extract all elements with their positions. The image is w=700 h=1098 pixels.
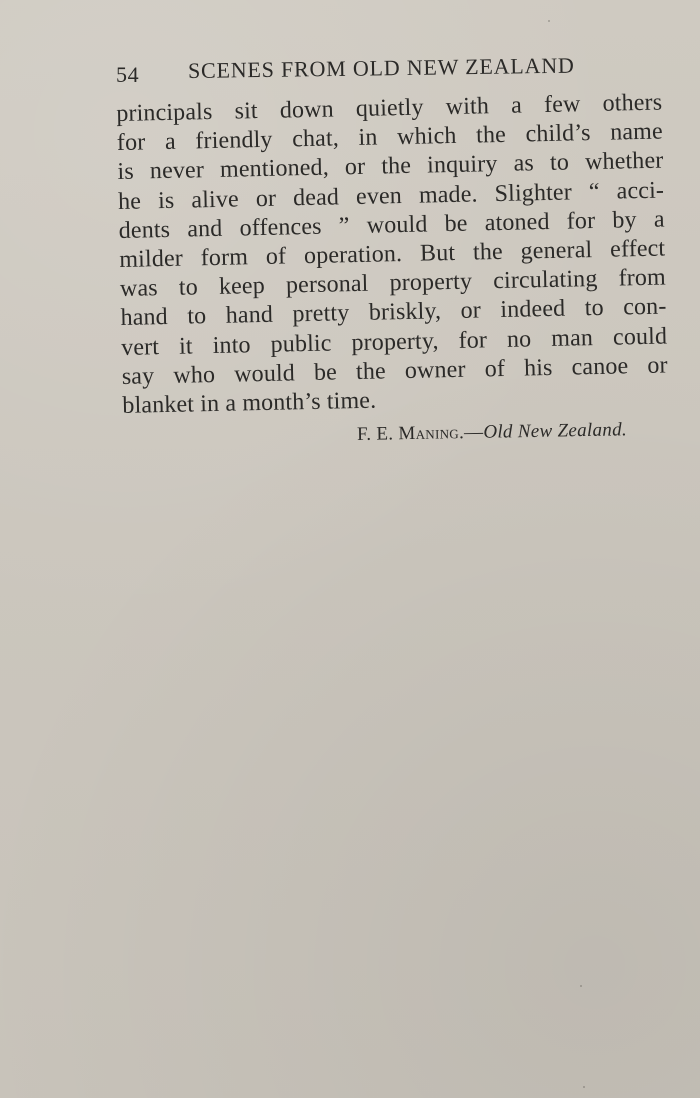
running-title: SCENES FROM OLD NEW ZEALAND [187,52,575,83]
text-line: milder form of operation. But the general effect [119,235,666,273]
text-line: hand to hand pretty briskly, or indeed to con- [120,293,667,332]
attribution-author: F. E. Maning. [356,422,465,445]
body-text [116,88,683,421]
text-line: principals sit down quietly with a few others [116,89,663,127]
text-line: for a friendly chat, in which the child’s name [116,118,664,157]
text-line: vert it into public property, for no man could [120,323,668,361]
paper-speck [583,1086,585,1088]
text-line: dents and offences ” would be atoned for by a [118,206,665,244]
text-line: say who would be the owner of his canoe or [121,352,668,390]
attribution-book-title: Old New Zealand. [483,419,628,443]
text-line: blanket in a month’s time. [122,387,377,419]
page-number: 54 [116,62,140,87]
text-line: was to keep personal property circulating from [119,264,667,303]
paper-speck [580,985,582,987]
text-line: he is alive or dead even made. Slighter “ acci- [117,177,665,215]
page-header [116,54,596,88]
paper-speck [548,20,550,22]
attribution-separator: — [463,421,484,444]
attribution [357,419,627,446]
text-line: is never mentioned, or the inquiry as to whether [117,147,664,186]
